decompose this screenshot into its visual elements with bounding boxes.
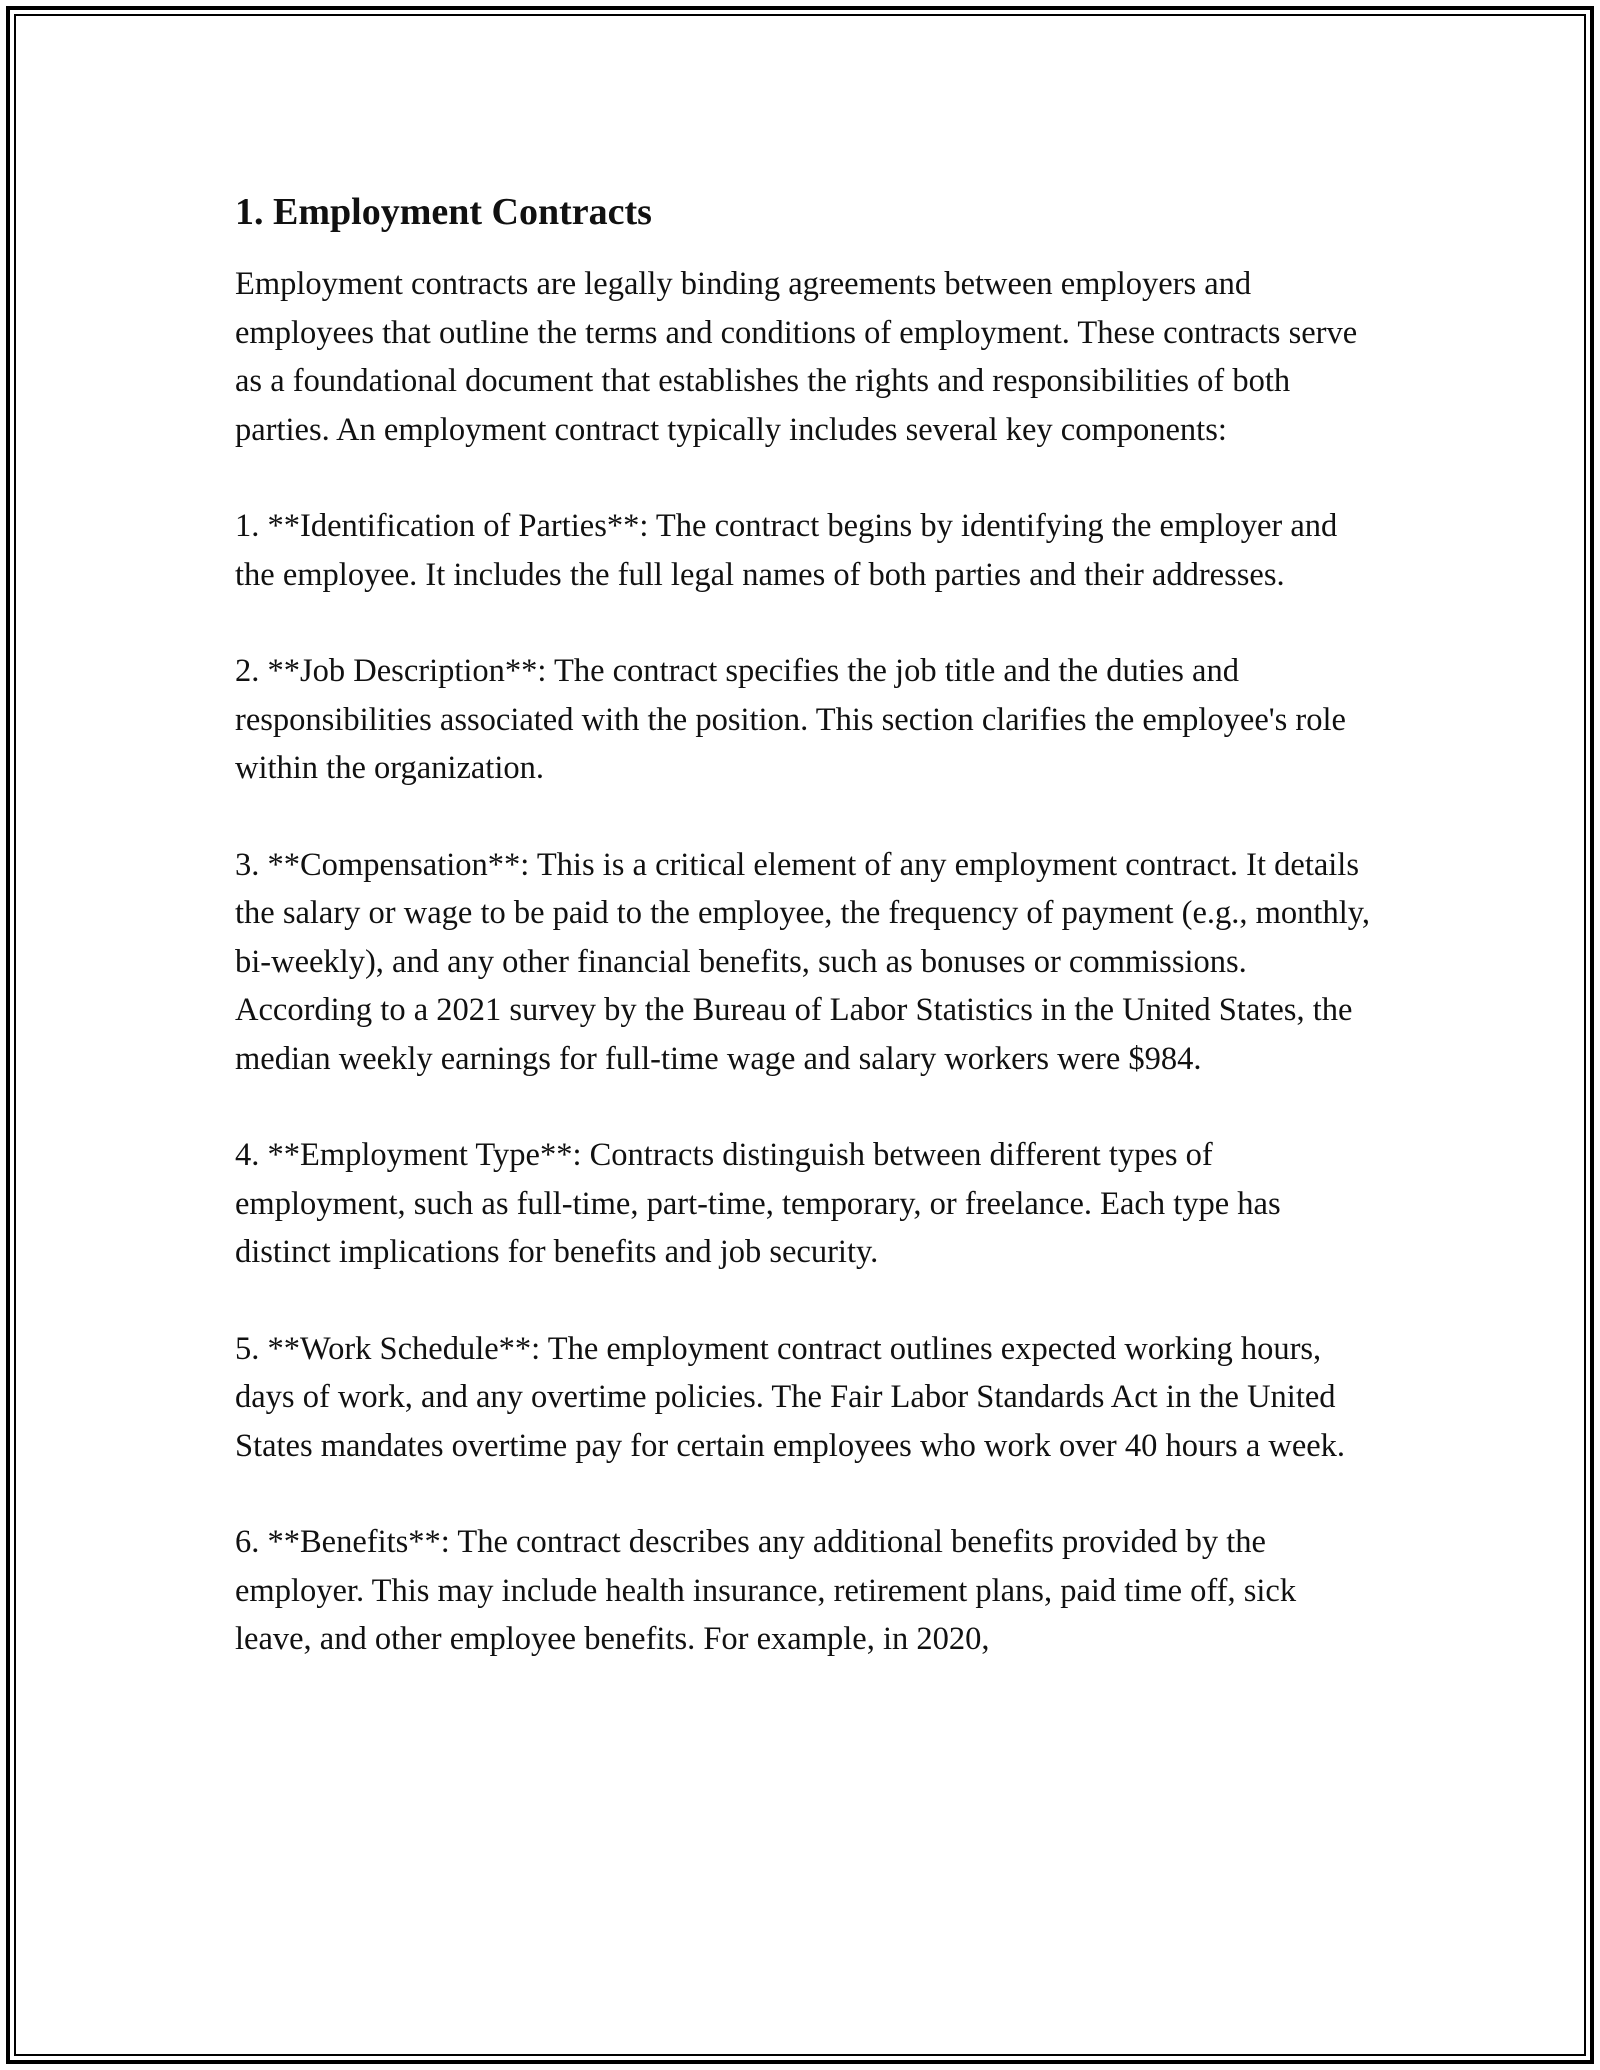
item-job-description: 2. **Job Description**: The contract specifies the job title and the duties and responsibilities associated with the position. This section clarifies the employee's role within the organization. (235, 653, 1346, 786)
item-compensation: 3. **Compensation**: This is a critical element of any employment contract. It details the salary or wage to be paid to the employee, the frequency of payment (e.g., monthly, bi-weekly), and any other financial benefits, such as bonuses or commissions. According to a 2021 survey by the Bureau of Labor Statistics in the United States, the median weekly earnings for full-time wage and salary workers were $984. (235, 846, 1371, 1077)
item-identification-of-parties: 1. **Identification of Parties**: The contract begins by identifying the employer and the employee. It includes the full legal names of both parties and their addresses. (235, 508, 1338, 593)
document-body (235, 188, 1375, 1712)
item-employment-type: 4. **Employment Type**: Contracts distinguish between different types of employment, such as full-time, part-time, temporary, or freelance. Each type has distinct implications for benefits and job security. (235, 1137, 1281, 1270)
section-heading: 1. Employment Contracts (235, 191, 652, 233)
intro-paragraph: Employment contracts are legally binding agreements between employers and employees that outline the terms and conditions of employment. These contracts serve as a foundational document that establishes the rights and responsibilities of both parties. An employment contract typically includes several key components: (235, 266, 1358, 448)
item-benefits: 6. **Benefits**: The contract describes any additional benefits provided by the employer. This may include health insurance, retirement plans, paid time off, sick leave, and other employee benefits. For example, in 2020, (235, 1524, 1297, 1657)
item-work-schedule: 5. **Work Schedule**: The employment contract outlines expected working hours, days of work, and any overtime policies. The Fair Labor Standards Act in the United States mandates overtime pay for certain employees who work over 40 hours a week. (235, 1330, 1346, 1464)
